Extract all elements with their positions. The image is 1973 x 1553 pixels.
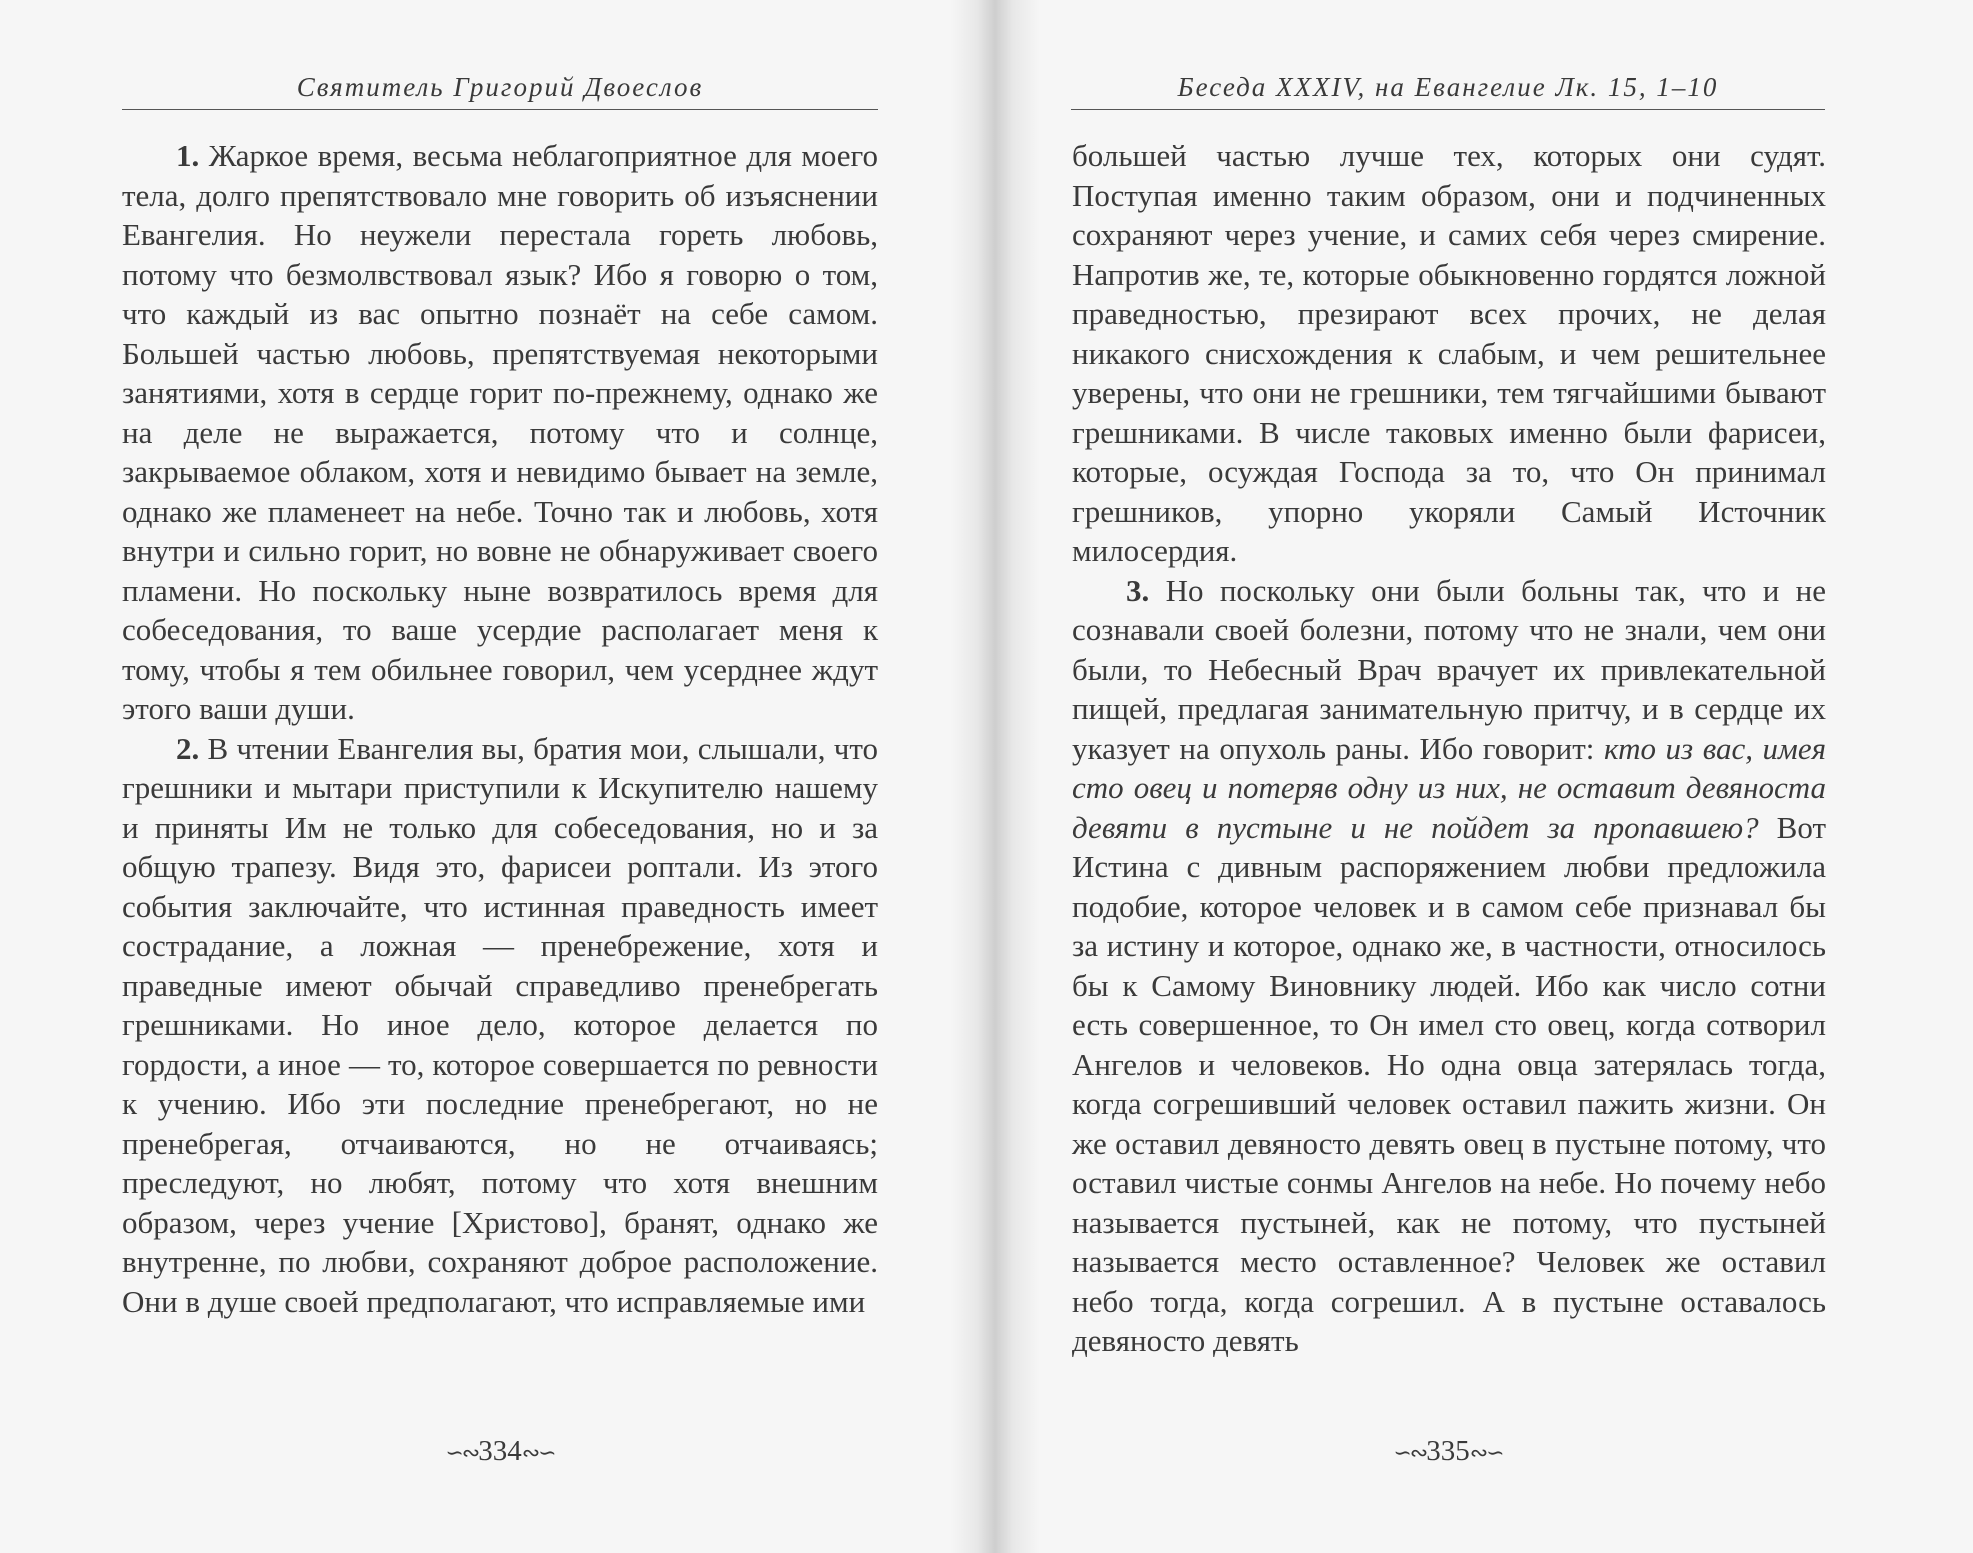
- paragraph-1-text: Жаркое время, весьма неблагоприятное для моего тела, долго препятствовало мне говорить об изъяснении Евангелия. Но неужели перестала гореть любовь, потому что безмолвствовал язык? Ибо я говорю о том, что каждый из вас опытно познаёт на себе самом. Большей частью любовь, препятствуемая некоторыми занятиями, хотя в сердце горит по-прежнему, однако же на деле не выражается, потому что и солнце, закрываемое облаком, хотя и невидимо бывает на земле, однако же пламенеет на небе. Точно так и любовь, хотя внутри и сильно горит, но вовне не обнаруживает своего пламени. Но поскольку ныне возвратилось время для собеседования, то ваше усердие располагает меня к тому, чтобы я тем обильнее говорил, чем усерднее ждут этого ваши души.: [122, 138, 878, 726]
- folio-ornament-right-b: ∾∽: [1469, 1440, 1503, 1465]
- paragraph-continued: [1072, 136, 1826, 571]
- paragraph-number-2: 2.: [176, 730, 200, 766]
- page-number-left: [350, 1435, 650, 1468]
- paragraph-number-3: 3.: [1126, 572, 1150, 608]
- left-page-text: [122, 136, 878, 1321]
- running-header-left: Святитель Григорий Двоеслов: [122, 72, 878, 110]
- page-number-335: 335: [1426, 1435, 1470, 1467]
- folio-ornament-left-b: ∾∽: [521, 1440, 555, 1465]
- running-header-right: Беседа XXXIV, на Евангелие Лк. 15, 1–10: [1071, 72, 1825, 110]
- scripture-quote: кто из вас, имея сто овец и потеряв одну из них, не оставит девяноста девяти в пустыне и не пойдет за пропавшею?: [1072, 730, 1826, 845]
- page-number-334: 334: [478, 1435, 522, 1467]
- right-page-text: [1072, 136, 1826, 1361]
- paragraph-3-text-a: Но поскольку они были больны так, что и не сознавали своей болезни, потому что не знали, чем они были, то Небесный Врач врачует их привлекательной пищей, предлагая занимательную притчу, и в сердце их указует на опухоль раны. Ибо говорит:: [1072, 572, 1826, 766]
- paragraph-2: [122, 729, 878, 1322]
- folio-ornament-left-a: ∽∾: [445, 1440, 479, 1465]
- folio-ornament-right-a: ∽∾: [1393, 1440, 1427, 1465]
- right-page: [986, 0, 1973, 1553]
- paragraph-1: [122, 136, 878, 729]
- paragraph-2-text: В чтении Евангелия вы, братия мои, слышали, что грешники и мытари приступили к Искупителю нашему и приняты Им не только для собеседования, но и за общую трапезу. Видя это, фарисеи роптали. Из этого события заключайте, что истинная праведность имеет сострадание, а ложная — пренебрежение, хотя и праведные имеют обычай справедливо пренебрегать грешниками. Но иное дело, которое делается по гордости, а иное — то, которое совершается по ревности к учению. Ибо эти последние пренебрегают, но не пренебрегая, отчаиваются, но не отчаиваясь; преследуют, но любят, потому что хотя внешним образом, через учение [Христово], бранят, однако же внутренне, по любви, сохраняют доброе расположение. Они в душе своей предполагают, что исправляемые ими: [122, 730, 878, 1319]
- paragraph-continued-text: большей частью лучше тех, которых они судят. Поступая именно таким образом, они и подчиненных сохраняют через учение, и самих себя через смирение. Напротив же, те, которые обыкновенно гордятся ложной праведностью, презирают всех прочих, не делая никакого снисхождения к слабым, и чем решительнее уверены, что они не грешники, тем тягчайшими бывают грешниками. В числе таковых именно были фарисеи, которые, осуждая Господа за то, что Он принимал грешников, упорно укоряли Самый Источник милосердия.: [1072, 138, 1826, 568]
- paragraph-number-1: 1.: [176, 138, 200, 173]
- left-page: [0, 0, 986, 1553]
- paragraph-3: [1072, 571, 1826, 1361]
- page-number-right: [1298, 1435, 1598, 1468]
- paragraph-3-text-b: Вот Истина с дивным распоряжением любви предложила подобие, которое человек и в самом себе признавал бы за истину и которое, однако же, в частности, относилось бы к Самому Виновнику людей. Ибо как число сотни есть совершенное, то Он имел сто овец, когда сотворил Ангелов и человеков. Но одна овца затерялась тогда, когда согрешивший человек оставил пажить жизни. Он же оставил девяносто девять овец в пустыне потому, что оставил чистые сонмы Ангелов на небе. Но почему небо называется пустыней, как не потому, что пустыней называется место оставленное? Человек же оставил небо тогда, когда согрешил. А в пустыне оставалось девяносто девять: [1072, 809, 1826, 1358]
